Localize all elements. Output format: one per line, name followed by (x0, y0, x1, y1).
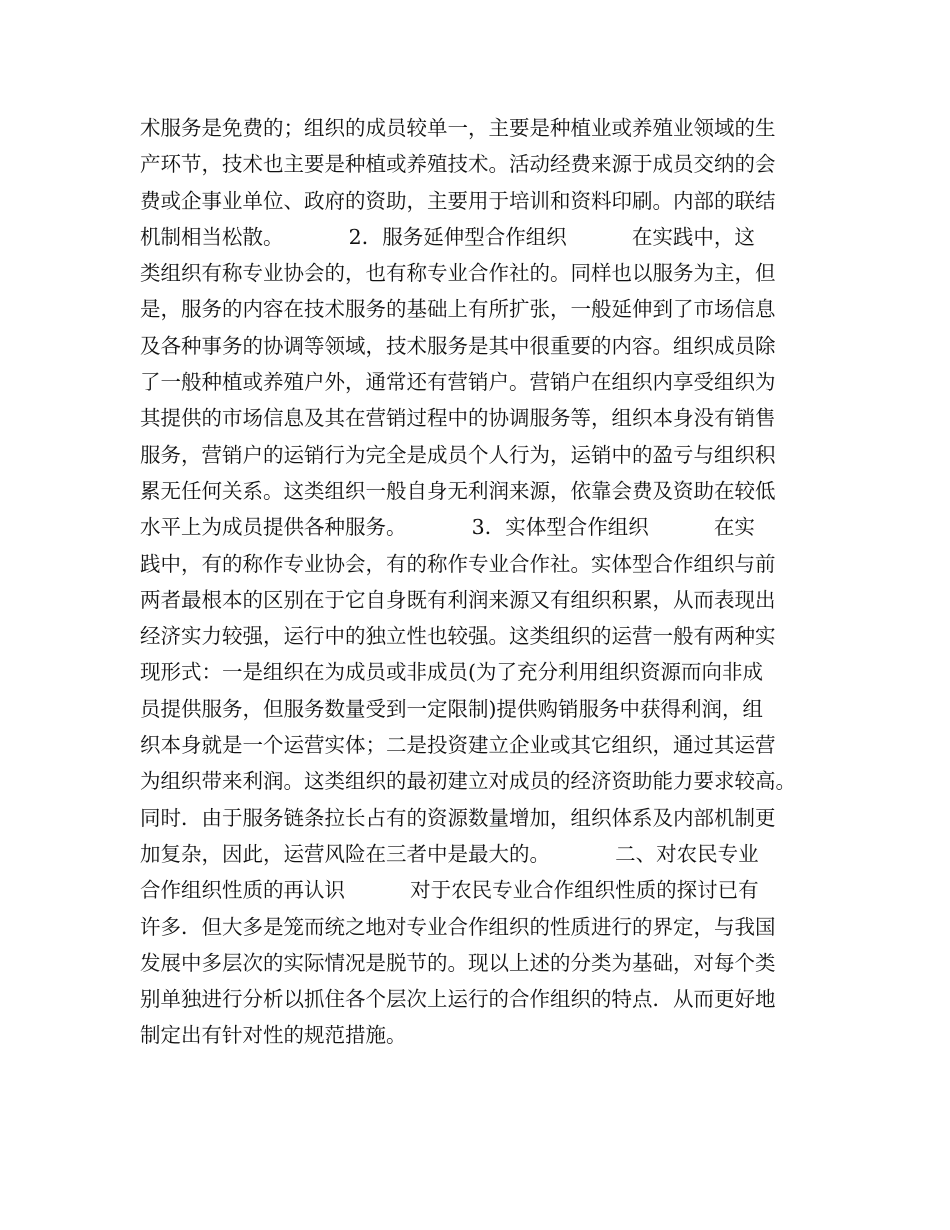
text-line: 费或企事业单位、政府的资助，主要用于培训和资料印刷。内部的联结 (140, 188, 776, 213)
text-line: 产环节，技术也主要是种植或养殖技术。活动经费来源于成员交纳的会 (140, 152, 776, 177)
text-line: 服务，营销户的运销行为完全是成员个人行为，运销中的盈亏与组织积 (140, 442, 776, 467)
text-line: 合作组织性质的再认识 对于农民专业合作组织性质的探讨已有 (140, 878, 759, 903)
text-line: 织本身就是一个运营实体；二是投资建立企业或其它组织，通过其运营 (140, 733, 776, 758)
text-line: 员提供服务，但服务数量受到一定限制)提供购销服务中获得利润，组 (140, 696, 763, 721)
text-line: 术服务是免费的；组织的成员较单一，主要是种植业或养殖业领域的生 (140, 116, 776, 140)
text-line: 及各种事务的协调等领域，技术服务是其中很重要的内容。组织成员除 (140, 333, 776, 358)
text-line: 别单独进行分析以抓住各个层次上运行的合作组织的特点．从而更好地 (140, 987, 776, 1012)
text-line: 制定出有针对性的规范措施。 (140, 1023, 407, 1048)
text-line: 加复杂，因此，运营风险在三者中是最大的。 二、对农民专业 (140, 841, 759, 866)
text-line: 两者最根本的区别在于它自身既有利润来源又有组织积累，从而表现出 (140, 587, 776, 612)
text-line: 水平上为成员提供各种服务。 3．实体型合作组织 在实 (140, 515, 755, 540)
text-line: 是，服务的内容在技术服务的基础上有所扩张，一般延伸到了市场信息 (140, 297, 776, 322)
body-text (140, 110, 820, 1054)
text-line: 机制相当松散。 2．服务延伸型合作组织 在实践中，这 (140, 224, 755, 249)
text-line: 践中，有的称作专业协会，有的称作专业合作社。实体型合作组织与前 (140, 551, 776, 576)
text-line: 其提供的市场信息及其在营销过程中的协调服务等，组织本身没有销售 (140, 406, 776, 431)
text-line: 类组织有称专业协会的，也有称专业合作社的。同样也以服务为主，但 (140, 261, 776, 286)
text-line: 许多．但大多是笼而统之地对专业合作组织的性质进行的界定，与我国 (140, 914, 776, 939)
text-line: 累无任何关系。这类组织一般自身无利润来源，依靠会费及资助在较低 (140, 478, 776, 503)
text-line: 同时．由于服务链条拉长占有的资源数量增加，组织体系及内部机制更 (140, 805, 776, 830)
text-line: 发展中多层次的实际情况是脱节的。现以上述的分类为基础，对每个类 (140, 950, 776, 975)
text-line: 现形式：一是组织在为成员或非成员(为了充分利用组织资源而向非成 (140, 660, 763, 685)
text-line: 为组织带来利润。这类组织的最初建立对成员的经济资助能力要求较高。 (140, 769, 796, 794)
text-line: 了一般种植或养殖户外，通常还有营销户。营销户在组织内享受组织为 (140, 370, 776, 395)
text-line: 经济实力较强，运行中的独立性也较强。这类组织的运营一般有两种实 (140, 624, 776, 649)
